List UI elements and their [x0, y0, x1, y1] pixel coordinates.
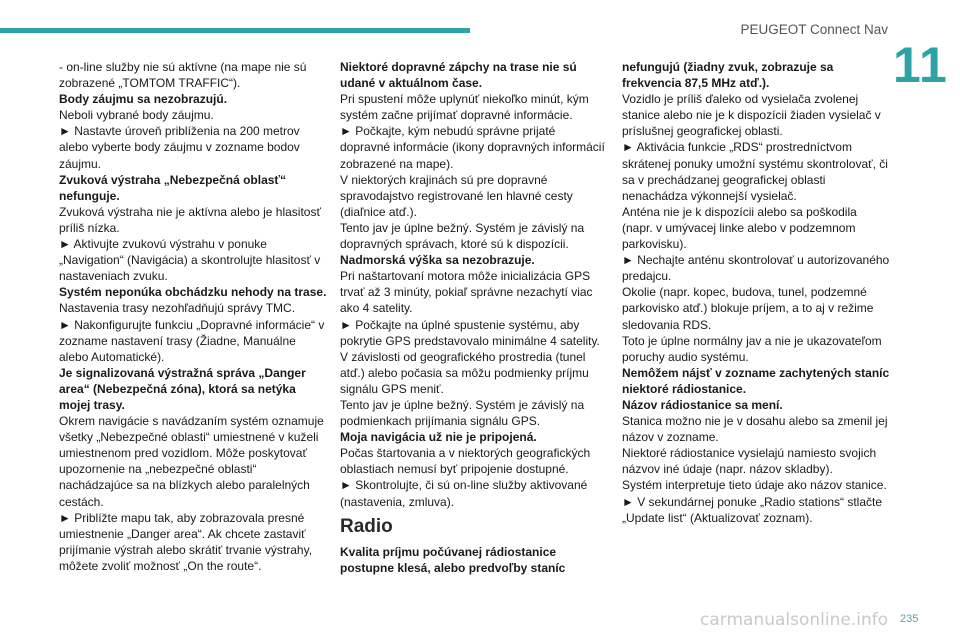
paragraph: ► Skontrolujte, či sú on-line služby aktivované (nastavenia, zmluva).: [340, 478, 588, 509]
paragraph: ► Priblížte mapu tak, aby zobrazovala presné umiestnenie „Danger area“. Ak chcete zastaviť prijímanie výstrah alebo skrátiť trvanie výstrahy, môžete zvoliť možnosť „On the route“.: [59, 510, 313, 573]
paragraph: Pri spustení môže uplynúť niekoľko minút, kým systém začne prijímať dopravné informácie.: [340, 92, 589, 123]
paragraph: Tento jav je úplne bežný. Systém je závislý na podmienkach prijímania signálu GPS.: [340, 397, 585, 429]
paragraph: Zvuková výstraha nie je aktívna alebo je hlasitosť príliš nízka.: [59, 204, 321, 235]
paragraph: Nastavenia trasy nezohľadňujú správy TMC.: [59, 301, 296, 316]
paragraph: Okolie (napr. kopec, budova, tunel, podzemné parkovisko atď.) blokuje príjem, a to aj v režime sledovania RDS.: [622, 285, 874, 332]
paragraph: Pri naštartovaní motora môže inicializácia GPS trvať až 3 minúty, pokiaľ správne nezachytí viac ako 4 satelity.: [340, 269, 593, 316]
paragraph: Počas štartovania a v niektorých geografických oblastiach nemusí byť pripojenie dostupné.: [340, 446, 591, 477]
problem-heading: Nadmorská výška sa nezobrazuje.: [340, 253, 535, 268]
problem-heading: Zvuková výstraha „Nebezpečná oblasť“ nefunguje.: [59, 172, 287, 203]
watermark: carmanualsonline.info: [700, 610, 889, 630]
paragraph: Okrem navigácie s navádzaním systém oznamuje všetky „Nebezpečné oblasti“ umiestnené v kuželi umiestnenom pred vozidlom. Môže poskytovať upozornenie na „nebezpečné oblasti“ nachádzajúce sa na blízkych alebo paralelných cestách.: [59, 414, 324, 509]
paragraph: Systém interpretuje tieto údaje ako názov stanice.: [622, 478, 887, 493]
paragraph: ► Nakonfigurujte funkciu „Dopravné informácie“ v zozname nastavení trasy (Žiadne, Manuálne alebo Automatické).: [59, 317, 325, 364]
paragraph: ► Aktivácia funkcie „RDS“ prostredníctvom skrátenej ponuky umožní systému skontrolovať, či sa v prechádzanej geografickej oblasti nenachádza výkonnejší vysielač.: [622, 140, 888, 203]
paragraph: Anténa nie je k dispozícii alebo sa poškodila (napr. v umývacej linke alebo v podzemnom parkovisku).: [622, 204, 857, 252]
paragraph: ► Aktivujte zvukovú výstrahu v ponuke „Navigation“ (Navigácia) a skontrolujte hlasitosť v nastaveniach zvuku.: [59, 237, 321, 284]
paragraph: Niektoré rádiostanice vysielajú namiesto svojich názvov iné údaje (napr. názov skladby).: [622, 446, 877, 477]
header-title: PEUGEOT Connect Nav: [740, 22, 888, 37]
paragraph: ► Počkajte, kým nebudú správne prijaté dopravné informácie (ikony dopravných informácií zobrazené na mape).: [340, 124, 605, 171]
paragraph: Vozidlo je príliš ďaleko od vysielača zvolenej stanice alebo nie je k dispozícii žiaden vysielač v príslušnej geografickej oblasti.: [622, 92, 881, 139]
paragraph: - on-line služby nie sú aktívne (na mape nie sú zobrazené „TOMTOM TRAFFIC“).: [59, 60, 307, 91]
problem-heading: Kvalita príjmu počúvanej rádiostanice postupne klesá, alebo predvoľby staníc: [340, 544, 566, 575]
paragraph: ► Nastavte úroveň priblíženia na 200 metrov alebo vyberte body záujmu v zozname bodov záujmu.: [59, 124, 300, 171]
paragraph: V niektorých krajinách sú pre dopravné spravodajstvo registrované len hlavné cesty (diaľnice atď.).: [340, 172, 573, 219]
paragraph: Stanica možno nie je v dosahu alebo sa zmenil jej názov v zozname.: [622, 414, 888, 445]
paragraph: ► Počkajte na úplné spustenie systému, aby pokrytie GPS predstavovalo minimálne 4 satelity.: [340, 317, 600, 348]
paragraph: Neboli vybrané body záujmu.: [59, 108, 214, 123]
paragraph: ► Nechajte anténu skontrolovať u autorizovaného predajcu.: [622, 253, 890, 284]
problem-heading: Názov rádiostanice sa mení.: [622, 397, 783, 412]
page-number: 235: [900, 613, 919, 625]
section-heading: Radio: [340, 515, 393, 537]
paragraph: Tento jav je úplne bežný. Systém je závislý na dopravných správach, ktoré sú k dispozícii.: [340, 220, 585, 252]
text-column-2: [340, 59, 608, 576]
problem-heading: Je signalizovaná výstražná správa „Danger area“ (Nebezpečná zóna), ktorá sa netýka mojej trasy.: [59, 365, 306, 412]
text-column-1: [59, 59, 327, 574]
text-column-3: [622, 59, 890, 526]
problem-heading: Systém neponúka obchádzku nehody na trase.: [59, 285, 327, 300]
header-rule: [0, 28, 470, 33]
problem-heading: Moja navigácia už nie je pripojená.: [340, 430, 537, 445]
chapter-number: 11: [893, 37, 948, 93]
problem-heading: Nemôžem nájsť v zozname zachytených staníc niektoré rádiostanice.: [622, 365, 890, 396]
problem-heading: nefungujú (žiadny zvuk, zobrazuje sa frekvencia 87,5 MHz atď.).: [622, 60, 834, 91]
paragraph: ► V sekundárnej ponuke „Radio stations“ stlačte „Update list“ (Aktualizovať zoznam).: [622, 494, 883, 525]
problem-heading: Niektoré dopravné zápchy na trase nie sú udané v aktuálnom čase.: [340, 60, 577, 91]
paragraph: Toto je úplne normálny jav a nie je ukazovateľom poruchy audio systému.: [622, 333, 882, 364]
paragraph: V závislosti od geografického prostredia (tunel atď.) alebo počasia sa môžu podmienky príjmu signálu GPS meniť.: [340, 349, 589, 396]
problem-heading: Body záujmu sa nezobrazujú.: [59, 92, 228, 107]
